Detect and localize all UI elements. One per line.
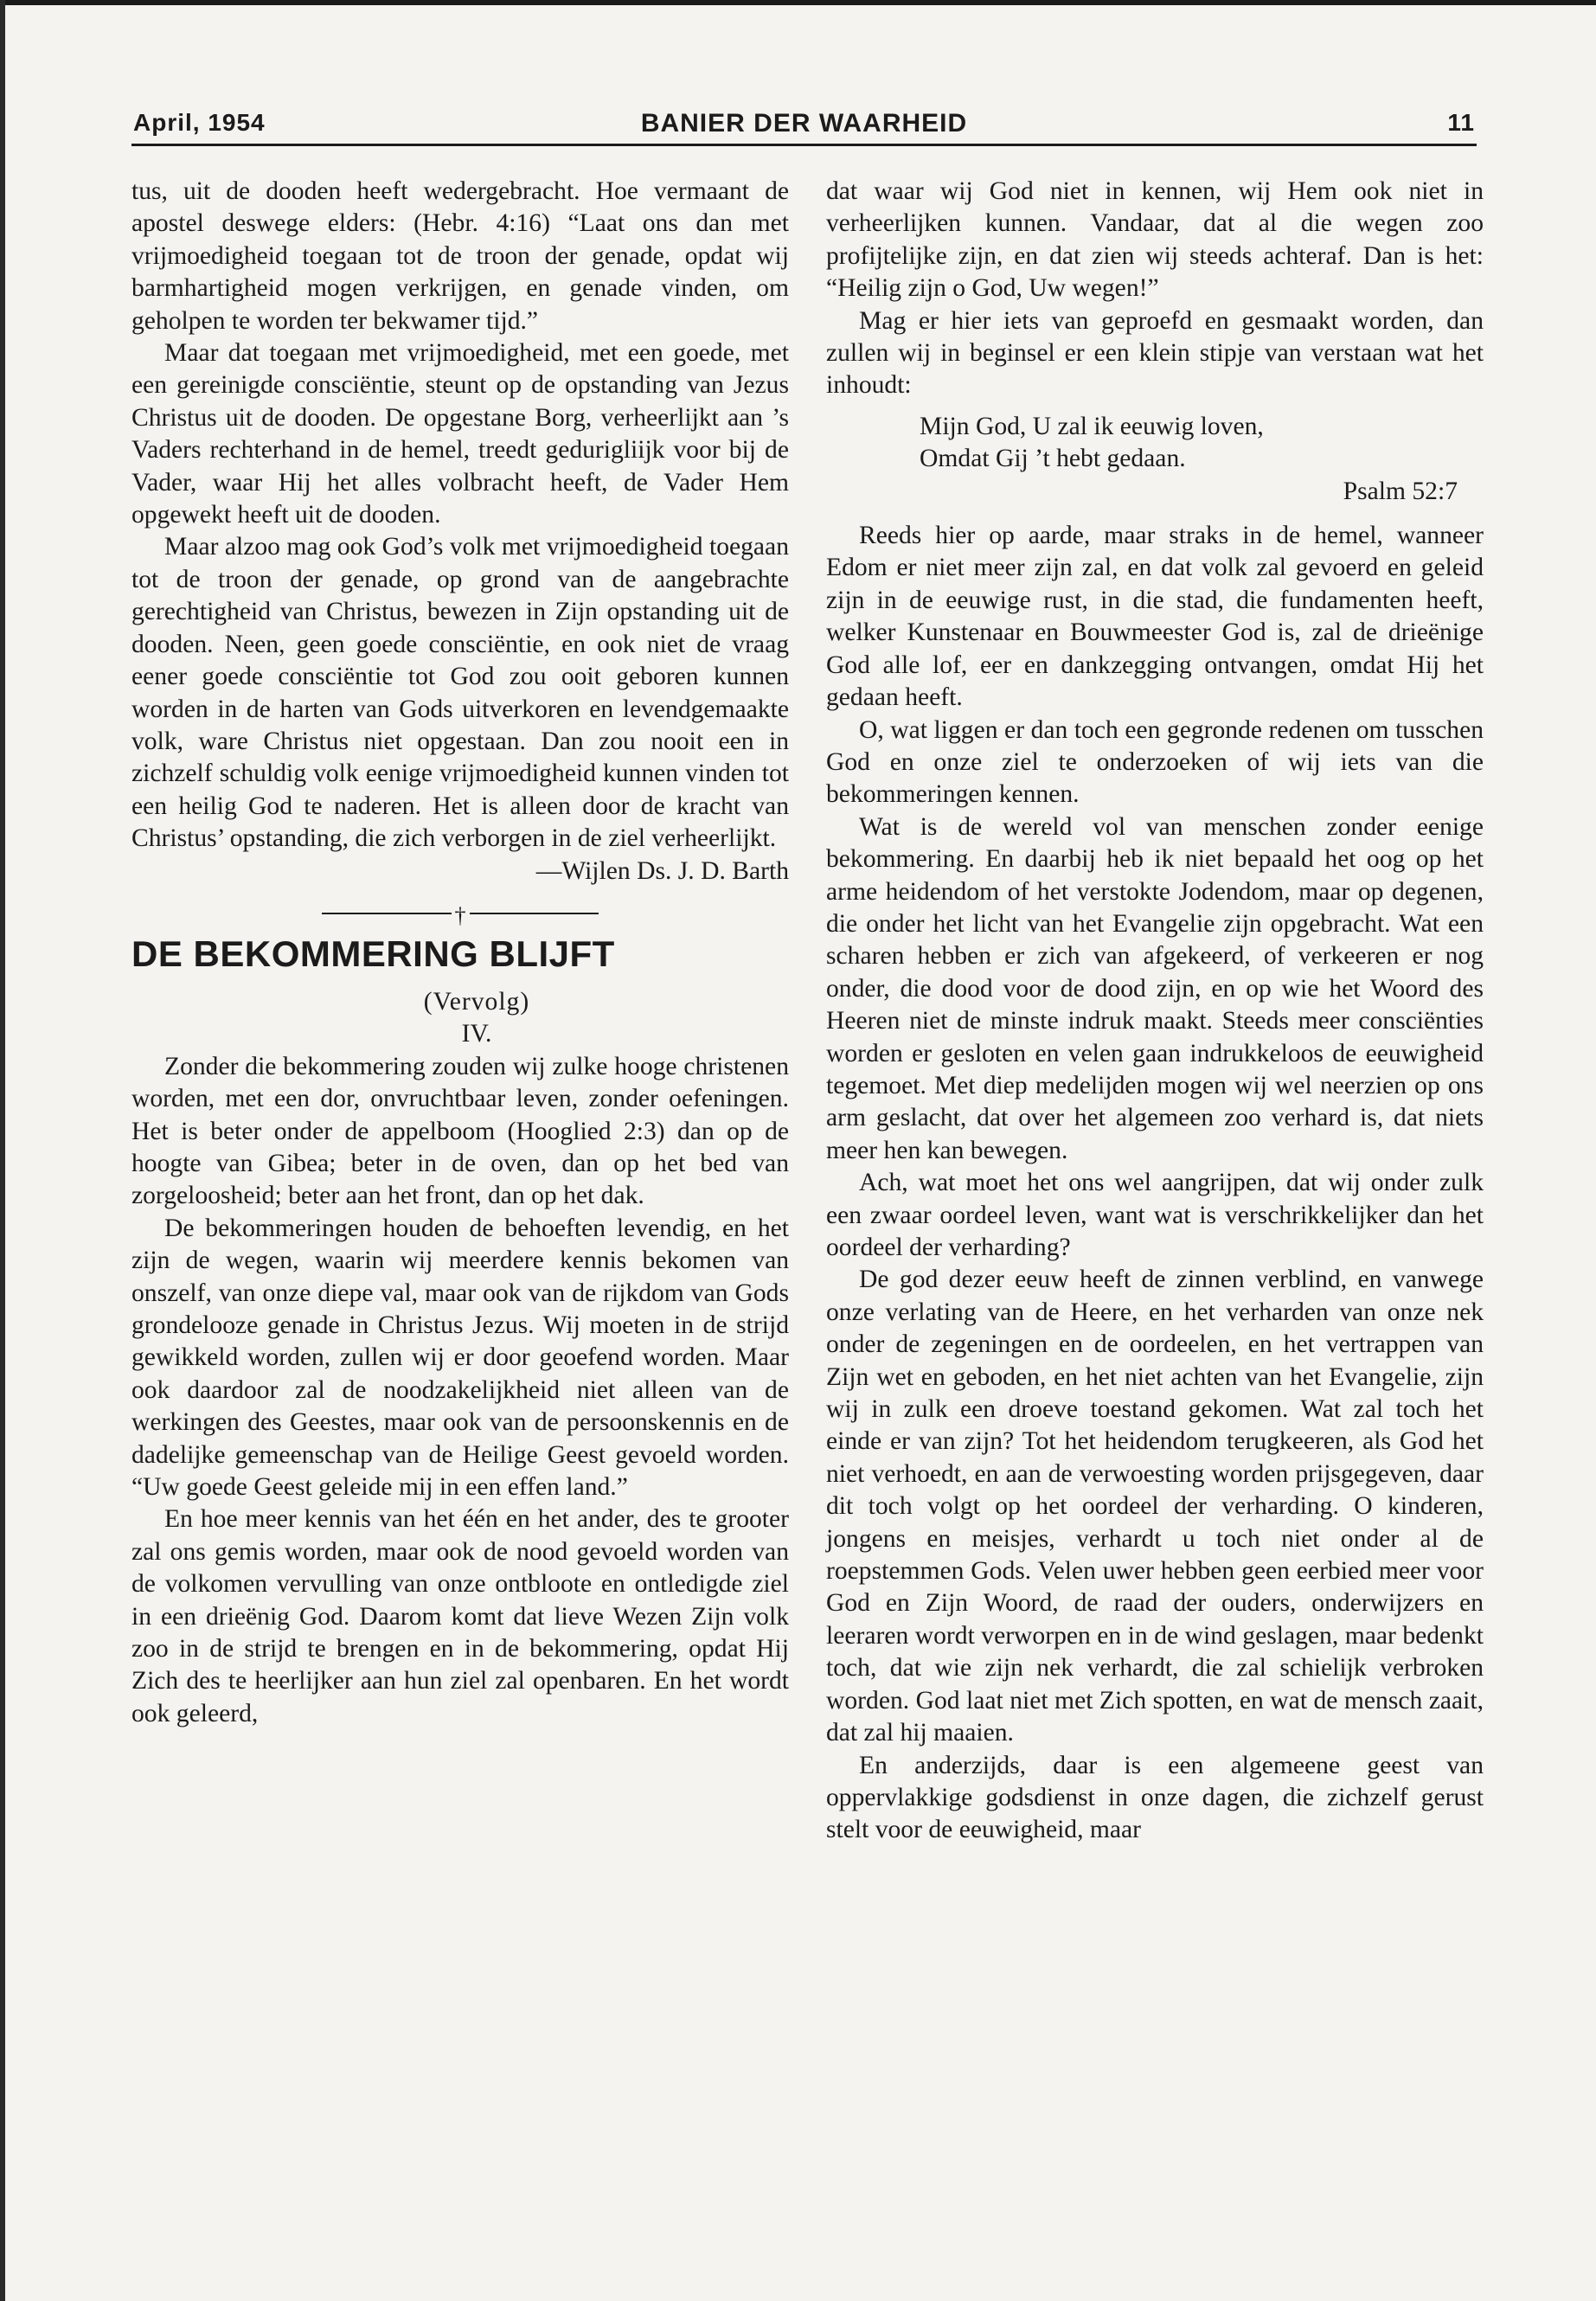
section-divider: [131, 900, 789, 926]
page-top-edge: [0, 0, 1596, 5]
verse-reference: Psalm 52:7: [1343, 477, 1458, 505]
issue-date: April, 1954: [133, 109, 266, 136]
article-subtitle: (Vervolg): [423, 987, 530, 1016]
paragraph: En anderzijds, daar is een algemeene geest van oppervlakkige godsdienst in onze dagen, die zichzelf gerust stelt voor de eeuwigheid, maar: [826, 1751, 1484, 1844]
paragraph: De god dezer eeuw heeft de zinnen verblind, en vanwege onze verlating van de Heere, en het verharden van onze nek onder de zegeningen en de oordeelen, en het vertrappen van Zijn wet en geboden, en het niet achten van het Evangelie, zijn wij in zulk een droeve toestand gekomen. Wat zal toch het einde er van zijn? Tot het heidendom terugkeeren, als God het niet verhoedt, en aan de verwoesting worden prijsgegeven, daar dit toch volgt op het oordeel der verharding. O kinderen, jongens en meisjes, verhardt u toch niet onder al de roepstemmen Gods. Velen uwer hebben geen eerbied meer voor God en Zijn Woord, de raad der ouders, onderwijzers en leeraren wordt verworpen en in de wind geslagen, maar bedenkt toch, dat wie zijn nek verhardt, die zal schielijk verbroken worden. God laat niet met Zich spotten, en wat de mensch zaait, dat zal hij maaien.: [826, 1266, 1484, 1747]
author-signature: —Wijlen Ds. J. D. Barth: [535, 856, 789, 885]
paragraph: En hoe meer kennis van het één en het ander, des te grooter zal ons gemis worden, maar ook de nood gevoeld worden van de volkomen vervulling van onze ontbloote en ontledigde ziel in een drieënig God. Daarom komt dat lieve Wezen Zijn volk zoo in de strijd te brengen en in de bekommering, opdat Hij Zich des te heerlijker aan hun ziel zal openbaren. En het wordt ook geleerd,: [131, 1505, 789, 1727]
article-title: DE BEKOMMERING BLIJFT: [131, 933, 615, 974]
paragraph: dat waar wij God niet in kennen, wij Hem ook niet in verheerlijken kunnen. Vandaar, dat al die wegen zoo profijtelijke zijn, en dat zien wij steeds achteraf. Dan is het: “Heilig zijn o God, Uw wegen!”: [826, 177, 1484, 303]
paragraph: Mag er hier iets van geproefd en gesmaakt worden, dan zullen wij in beginsel er een klein stipje van verstaan wat het inhoudt:: [826, 306, 1484, 400]
section-number: IV.: [461, 1020, 492, 1048]
running-header: [131, 104, 1477, 146]
publication-title: BANIER DER WAARHEID: [640, 109, 968, 138]
page-number: 11: [1447, 109, 1475, 136]
paragraph: Wat is de wereld vol van menschen zonder eenige bekommering. En daarbij heb ik niet bepaald het oog op het arme heidendom of het verstokte Jodendom, maar op degenen, die onder het licht van het Evangelie zijn opgebracht. Wat een scharen hebben er zich van afgekeerd, of verkeeren er nog onder, die dood voor de dood zijn, en op wie het Woord des Heeren niet de minste indruk maakt. Steeds meer consciënties worden er gesloten en velen gaan indrukkeloos de eeuwigheid tegemoet. Met diep medelijden mogen wij wel neerzien op ons arm geslacht, dat over het algemeen zoo verhard is, dat niets meer hen kan bewegen.: [826, 812, 1484, 1164]
paragraph: Reeds hier op aarde, maar straks in de hemel, wanneer Edom er niet meer zijn zal, en dat volk zal gevoerd en geleid zijn in de eeuwige rust, in die stad, die fundamenten heeft, welker Kunstenaar en Bouwmeester God is, zal de drieënige God alle lof, eer en dankzegging ontvangen, omdat Hij het gedaan heeft.: [826, 522, 1484, 712]
right-column: [826, 176, 1484, 1847]
paragraph: Maar alzoo mag ook God’s volk met vrijmoedigheid toegaan tot de troon der genade, op grond van de aangebrachte gerechtigheid van Christus, bewezen in Zijn opstanding uit de dooden. Neen, geen goede consciëntie, en ook niet de vraag eener goede consciëntie tot God zou ooit geboren kunnen worden in de harten van Gods uitverkoren en levendgemaakte volk, ware Christus niet opgestaan. Dan zou nooit een in zichzelf schuldig volk eenige vrijmoedigheid kunnen vinden tot een heilig God te naderen. Het is alleen door de kracht van Christus’ opstanding, die zich verborgen in de ziel verheerlijkt.: [131, 533, 789, 853]
paragraph: Maar dat toegaan met vrijmoedigheid, met een goede, met een gereinigde consciëntie, steunt op de opstanding van Jezus Christus uit de dooden. De opgestane Borg, verheerlijkt aan ’s Vaders rechterhand in de hemel, treedt gedurigliijk voor bij de Vader, waar Hij het alles volbracht heeft, de Vader Hem opgewekt heeft uit de dooden.: [131, 339, 789, 529]
paragraph: De bekommeringen houden de behoeften levendig, en het zijn de wegen, waarin wij meerdere kennis bekomen van onszelf, van onze diepe val, maar ook van de rijkdom van Gods grondelooze genade in Christus Jezus. Wij moeten in de strijd gewikkeld worden, zullen wij er door geoefend worden. Maar ook daardoor zal de noodzakelijkheid niet alleen van de werkingen des Geestes, maar ook van de persoonskennis en de dadelijke gemeenschap van de Heilige Geest gevoeld worden. “Uw goede Geest geleide mij in een effen land.”: [131, 1214, 789, 1502]
cross-icon: †: [452, 903, 470, 929]
verse-line: Omdat Gij ’t hebt gedaan.: [920, 445, 1186, 473]
paragraph: Zonder die bekommering zouden wij zulke hooge christenen worden, met een dor, onvruchtbaar leven, zonder oefeningen. Het is beter onder de appelboom (Hooglied 2:3) dan op de hoogte van Gibea; beter in de oven, dan op het bed van zorgeloosheid; beter aan het front, dan op het dak.: [131, 1052, 789, 1210]
left-column: [131, 176, 789, 1730]
paragraph: Ach, wat moet het ons wel aangrijpen, dat wij onder zulk een zwaar oordeel leven, want wat is verschrikkelijker dan het oordeel der verharding?: [826, 1169, 1484, 1261]
verse-line: Mijn God, U zal ik eeuwig loven,: [920, 412, 1264, 440]
page-left-edge: [0, 0, 5, 2301]
psalm-quote: [826, 411, 1484, 508]
paragraph: O, wat liggen er dan toch een gegronde redenen om tusschen God en onze ziel te onderzoeken of wij iets van die bekommeringen kennen.: [826, 715, 1484, 809]
spacer: [826, 508, 1484, 520]
paragraph: tus, uit de dooden heeft wedergebracht. Hoe vermaant de apostel deswege elders: (Hebr. 4:16) “Laat ons dan met vrijmoedigheid toegaan tot de troon der genade, opdat wij barmhartigheid mogen verkrijgen, en genade vinden, om geholpen te worden ter bekwamer tijd.”: [131, 177, 789, 335]
